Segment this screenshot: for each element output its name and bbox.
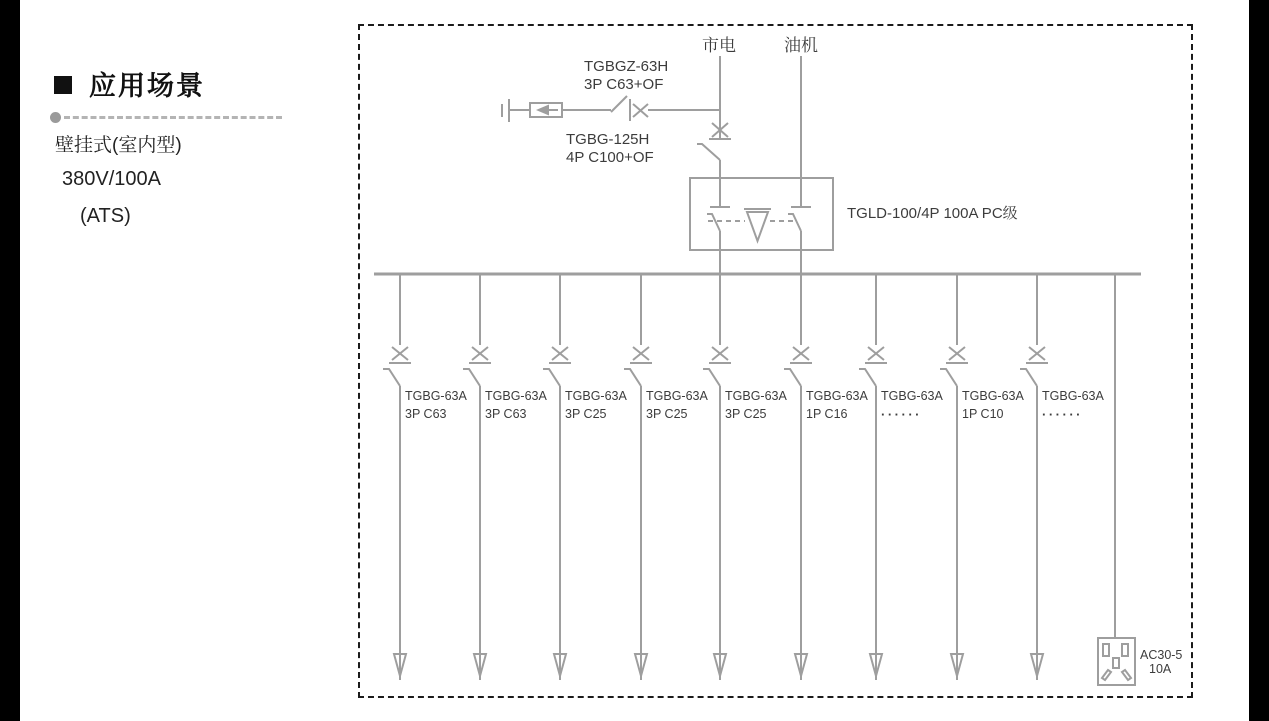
feeder-breaker-symbol [383,275,411,680]
branch-spec-label: 1P C16 [806,407,848,421]
feeder-breaker-symbol [940,275,968,680]
feeder-breaker-symbol [784,275,812,680]
socket-rating-label: 10A [1149,662,1172,676]
feeder-breaker-symbol [543,275,571,680]
branch-spec-label: ······ [881,407,922,422]
branch-spec-label: 3P C25 [646,407,688,421]
main-breaker-spec: 4P C100+OF [566,149,654,167]
ats-text: (ATS) [80,205,131,227]
socket-icon [1098,638,1135,685]
section-title: 应用场景 [89,71,205,101]
rating-text: 380V/100A [62,168,161,190]
socket-branch [1098,275,1135,685]
main-breaker-label [566,131,654,168]
surge-protector-branch [502,96,720,122]
branch-spec-label: ······ [1042,407,1083,422]
socket-model-label: AC30-5 [1140,648,1183,662]
spd-breaker-blade-icon [611,96,627,112]
spd-breaker-spec: 3P C63+OF [584,76,664,94]
ats-switch-symbol [690,178,833,276]
feeder-breaker-symbol [1020,275,1048,680]
ats-actuator-icon [747,212,768,241]
spd-breaker-model: TGBGZ-63H [584,58,669,75]
main-breaker-symbol [697,123,731,178]
spd-breaker-label [584,58,668,95]
feeder-breaker-symbol [624,275,652,680]
feeder-branches [383,275,1048,680]
main-breaker-model: TGBG-125H [566,131,650,148]
mount-type-text: 壁挂式(室内型) [55,135,182,156]
feeder-breaker-symbol [703,275,731,680]
feeder-breaker-symbol [859,275,887,680]
branch-model-label: TGBG-63A [962,389,1024,403]
branch-model-label: TGBG-63A [725,389,787,403]
branch-spec-label: 1P C10 [962,407,1004,421]
branch-spec-label: 3P C63 [485,407,527,421]
mains-source-label: 市电 [702,36,736,55]
branch-spec-label: 3P C63 [405,407,447,421]
branch-spec-label: 3P C25 [725,407,767,421]
generator-source-label: 油机 [784,36,818,55]
branch-model-label: TGBG-63A [646,389,708,403]
branch-model-label: TGBG-63A [405,389,467,403]
branch-model-label: TGBG-63A [565,389,627,403]
branch-spec-label: 3P C25 [565,407,607,421]
branch-model-label: TGBG-63A [806,389,868,403]
ats-label: TGLD-100/4P 100A PC级 [847,205,1018,222]
branch-model-label: TGBG-63A [1042,389,1104,403]
spd-arrow-icon [536,105,549,116]
branch-model-label: TGBG-63A [881,389,943,403]
feeder-breaker-symbol [463,275,491,680]
branch-model-label: TGBG-63A [485,389,547,403]
